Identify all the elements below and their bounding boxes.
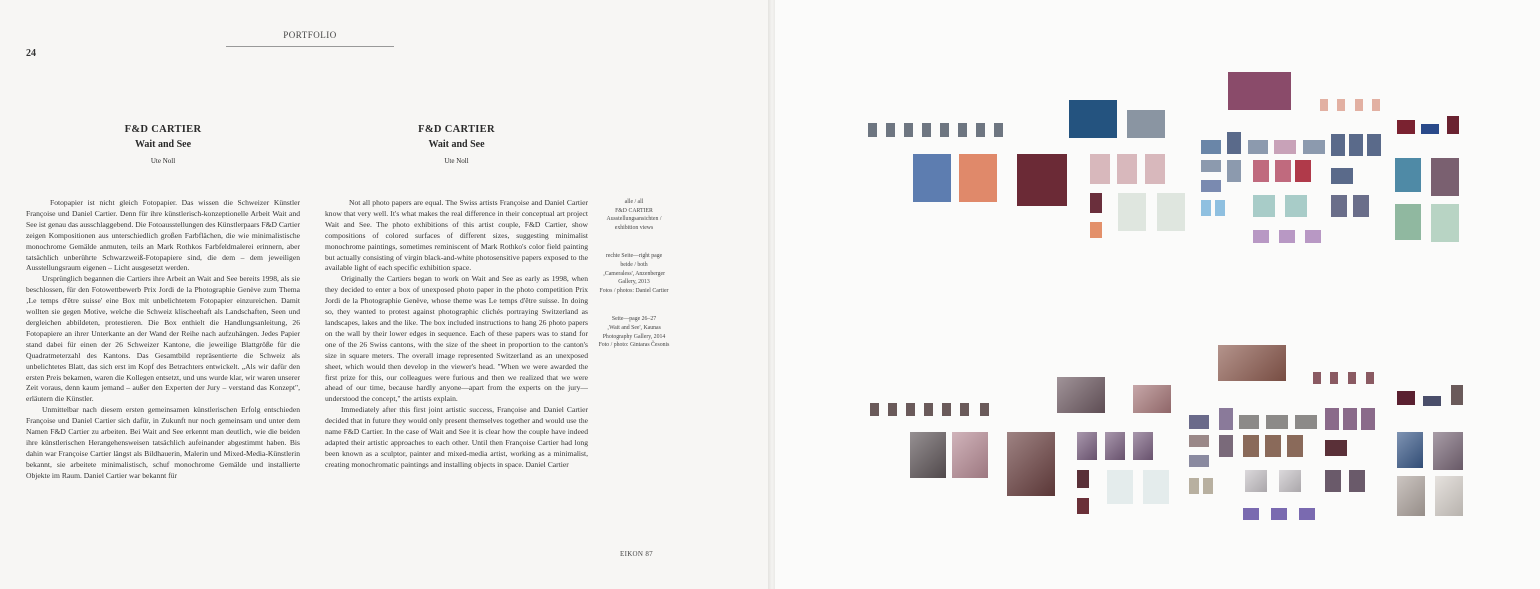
photo-paper-swatch [1219,435,1233,457]
photo-paper-swatch [1077,432,1097,460]
photo-paper-swatch [1117,154,1137,184]
photo-paper-swatch [1325,440,1347,456]
photo-paper-swatch [1366,372,1374,384]
photo-paper-swatch [1253,160,1269,182]
caption-line: Photography Gallery, 2014 [602,333,666,340]
photo-paper-swatch [1239,415,1259,429]
photo-paper-swatch [924,403,933,416]
caption-line: Ausstellungsansichten / [606,216,662,223]
photo-paper-swatch [1245,470,1267,492]
photo-paper-swatch [1331,134,1345,156]
photo-paper-swatch [1077,498,1089,514]
photo-paper-swatch [1421,124,1439,134]
english-paragraph: Not all photo papers are equal. The Swiss artists Françoise and Daniel Cartier know that very well. It's what makes the real difference in their conceptual art project Wait and See. The photo exhibitions of this artist couple, F&D Cartier, show compositions of colored surfaces of different sizes, suggesting minimalist monochrome paintings, sometimes reminiscent of Mark Rothko's color field painting but actually consisting of virgin black-and-white photosensitive papers exposed to the available light of each specific exhibition space. [325,198,588,273]
photo-paper-swatch [1275,160,1291,182]
photo-paper-swatch [942,403,951,416]
photo-paper-swatch [1451,385,1463,405]
caption-line: Seite—page 26–27 [611,316,657,323]
photo-paper-swatch [1189,478,1199,494]
caption-line: Gallery, 2013 [618,279,650,286]
photo-paper-swatch [1189,415,1209,429]
photo-paper-swatch [1253,230,1269,243]
photo-paper-swatch [1330,372,1338,384]
photo-paper-swatch [960,403,969,416]
caption-line: Fotos / photos: Daniel Cartier [599,287,669,294]
photo-paper-swatch [886,123,895,137]
photo-paper-swatch [1215,200,1225,216]
photo-paper-swatch [1189,435,1209,447]
german-author: Ute Noll [150,157,176,165]
photo-paper-swatch [1433,432,1463,470]
photo-paper-swatch [1397,391,1415,405]
photo-paper-swatch [906,403,915,416]
photo-paper-swatch [1349,470,1365,492]
photo-paper-swatch [959,154,997,202]
photo-paper-swatch [1305,230,1321,243]
photo-paper-swatch [1372,99,1380,111]
photo-paper-swatch [1320,99,1328,111]
photo-paper-swatch [1349,134,1363,156]
german-body [26,198,300,560]
photo-paper-swatch [1266,415,1288,429]
photo-paper-swatch [1090,154,1110,184]
caption-line: exhibition views [614,224,654,231]
photo-paper-swatch [1431,204,1459,242]
photo-paper-swatch [910,432,946,478]
english-title: F&D CARTIER [418,124,495,135]
right-page-installation-views [775,0,1540,589]
photo-paper-swatch [1397,476,1425,516]
english-subtitle: Wait and See [428,139,485,150]
photo-paper-swatch [1295,160,1311,182]
photo-paper-swatch [1271,508,1287,520]
photo-paper-swatch [1057,377,1105,413]
photo-paper-swatch [994,123,1003,137]
photo-paper-swatch [1299,508,1315,520]
photo-paper-swatch [1431,158,1459,196]
photo-paper-swatch [1133,432,1153,460]
photo-paper-swatch [1279,470,1301,492]
page-number: 24 [26,48,36,59]
photo-paper-swatch [1201,140,1221,154]
photo-paper-swatch [1157,193,1185,231]
photo-paper-swatch [1274,140,1296,154]
photo-paper-swatch [1189,455,1209,467]
photo-paper-swatch [1201,160,1221,172]
caption-line: ‚Wait and See', Kaunas [607,324,661,331]
photo-paper-swatch [1143,470,1169,504]
photo-paper-swatch [1331,195,1347,217]
caption-line: Foto / photo: Gintaras Česonis [598,342,670,349]
photo-paper-swatch [1435,476,1463,516]
german-paragraph: Ursprünglich begannen die Cartiers ihre Arbeit an Wait and See bereits 1998, als sie beschlossen, für den Fotowettbewerb Prix Jordi de la Photographie Genève zum Thema ‚Le temps d'être suisse' eine Box mit unbelichtetem Fotopapier einzureichen. Damit wollten sie gegen Motive, welche die Schweiz klischeehaft als Landschaften, Seen und dergleichen abbildeten, protestieren. Die Box enthielt die Handlungsanleitung, 26 Fotopapiere an ihrer Unterkante an der Wand der Reihe nach aufzuhängen. Jedes Papier stand dabei für einen der 26 Schweizer Kantone, die jeweilige Blattgröße für die Quadratmeterzahl des Kantons. Das Gesamtbild repräsentierte die Schweiz als unbelichtetes Blatt, das sich erst im Kopf des Betrachters entwickelt. „Als wir dafür den ersten Preis bekamen, waren die Kollegen entsetzt, und uns wurde klar, wir waren unserer Zeit voraus, denn kaum jemand – außer den Experten der Jury – verstand das Konzept", erläutern die Künstler. [26,274,300,404]
photo-paper-swatch [1107,470,1133,504]
photo-paper-swatch [1325,470,1341,492]
photo-paper-swatch [1265,435,1281,457]
photo-paper-swatch [1090,222,1102,238]
photo-paper-swatch [1447,116,1459,134]
caption-line: F&D CARTIER [615,207,653,214]
photo-paper-swatch [888,403,897,416]
photo-paper-swatch [1105,432,1125,460]
photo-paper-swatch [1007,432,1055,496]
german-paragraph: Fotopapier ist nicht gleich Fotopapier. Das wissen die Schweizer Künstler Françoise und Daniel Cartier. Denn für ihre künstlerisch-konzeptionelle Arbeit Wait and See ist genau das ausschlaggebend. Die Fotoausstellungen des Künstlerpaars F&D Cartier zeigen Kompositionen aus unterschiedlich großen Farbflächen, die wie minimalistische monochrome Gemälde anmuten, teils an Mark Rothkos Farbfeldmalerei erinnern, aber tatsächlich unberührte Schwarzweiß-Fotopapiere sind, die dem – dem jeweiligen Ausstellungsraum eigenen – Licht ausgesetzt werden. [26,198,300,273]
magazine-footer: EIKON 87 [620,550,653,558]
running-head-rule [226,46,394,47]
english-paragraph: Originally the Cartiers began to work on Wait and See as early as 1998, when they decided to enter a box of unexposed photo paper in the photo competition Prix Jordi de la Photographie Genève, whose theme was Le temps d'être suisse. In doing so, they wanted to protest against photographic clichés portraying Switzerland as landscapes, lakes and the like. The box included instructions to hang 26 photo papers on the wall by their lower edges in sequence. Each of these papers was to stand for one of the 26 Swiss cantons, with the size of the sheet in proportion to the canton's size in square meters. The overall image represented Switzerland as an unexposed sheet, which would then develop in the viewer's head. "When we were awarded the first prize for this, our colleagues were furious and then we realized that we were ahead of our time, because hardly anyone—apart from the experts on the jury—understood the concept," the artists explain. [325,274,588,404]
photo-paper-swatch [1397,120,1415,134]
photo-paper-swatch [1331,168,1353,184]
photo-paper-swatch [1145,154,1165,184]
photo-paper-swatch [1017,154,1067,206]
photo-paper-swatch [1423,396,1441,406]
german-subtitle: Wait and See [134,139,192,150]
german-paragraph: Unmittelbar nach diesem ersten gemeinsamen künstlerischen Erfolg entschieden Françoise und Daniel Cartier sich dafür, in Zukunft nur noch gemeinsam und unter dem Namen F&D Cartier zu arbeiten. Bei Wait and See erkennt man deutlich, wie die beiden ihre künstlerischen Herangehensweisen tatsächlich aufeinander abgestimmt haben. Bis dahin war Françoise Cartier längst als Bildhauerin, Malerin und Mixed-Media-Künstlerin bekannt, sie arbeitete minimalistisch, schuf monochrome Gemälde und installierte Objekte im Raum. Daniel Cartier war bekannt für [26,405,300,480]
photo-paper-swatch [1219,408,1233,430]
photo-paper-swatch [1253,195,1275,217]
photo-paper-swatch [1295,415,1317,429]
photo-paper-swatch [870,403,879,416]
photo-paper-swatch [1337,99,1345,111]
caption-line: ‚Cameraless', Anzenberger [602,270,666,277]
photo-paper-swatch [1118,193,1146,231]
running-head: PORTFOLIO [283,30,337,40]
photo-paper-swatch [1203,478,1213,494]
photo-paper-swatch [1090,193,1102,213]
photo-paper-swatch [1127,110,1165,138]
caption-line: beide / both [620,261,648,268]
photo-paper-swatch [868,123,877,137]
photo-paper-swatch [958,123,967,137]
photo-paper-swatch [1313,372,1321,384]
photo-paper-swatch [1248,140,1268,154]
photo-paper-swatch [1287,435,1303,457]
photo-paper-swatch [1243,508,1259,520]
caption-line: rechte Seite—right page [605,253,663,260]
english-body [325,198,588,560]
photo-paper-swatch [1077,470,1089,488]
photo-paper-swatch [940,123,949,137]
caption-line: alle / all [624,199,644,205]
photo-paper-swatch [1218,345,1286,381]
photo-paper-swatch [1227,160,1241,182]
photo-paper-swatch [1069,100,1117,138]
caption-block [595,198,673,350]
photo-paper-swatch [1348,372,1356,384]
photo-paper-swatch [980,403,989,416]
photo-paper-swatch [1325,408,1339,430]
photo-paper-swatch [922,123,931,137]
photo-paper-swatch [952,432,988,478]
photo-paper-swatch [1353,195,1369,217]
photo-paper-swatch [1355,99,1363,111]
photo-paper-swatch [1303,140,1325,154]
photo-paper-swatch [1285,195,1307,217]
photo-paper-swatch [1395,204,1421,240]
photo-paper-swatch [1397,432,1423,468]
photo-paper-swatch [1133,385,1171,413]
photo-paper-swatch [1201,200,1211,216]
german-title: F&D CARTIER [124,124,202,135]
photo-paper-swatch [1361,408,1375,430]
photo-paper-swatch [1343,408,1357,430]
photo-paper-swatch [1243,435,1259,457]
english-paragraph: Immediately after this first joint artistic success, Françoise and Daniel Cartier decided that in future they would only present themselves together and would use the name F&D Cartier. In the case of Wait and See it is clear how the couple have indeed adapted their artistic approaches to each other. Until then Françoise Cartier had long been known as a sculptor, painter and mixed-media artist, working as a minimalist, creating monochromatic paintings and installing objects in space. Daniel Cartier [325,405,588,469]
photo-paper-swatch [913,154,951,202]
photo-paper-swatch [1227,132,1241,154]
photo-paper-swatch [1201,180,1221,192]
photo-paper-swatch [904,123,913,137]
photo-paper-swatch [1395,158,1421,192]
photo-paper-swatch [1367,134,1381,156]
english-author: Ute Noll [444,157,469,165]
photo-paper-swatch [1228,72,1291,110]
photo-paper-swatch [976,123,985,137]
photo-paper-swatch [1279,230,1295,243]
